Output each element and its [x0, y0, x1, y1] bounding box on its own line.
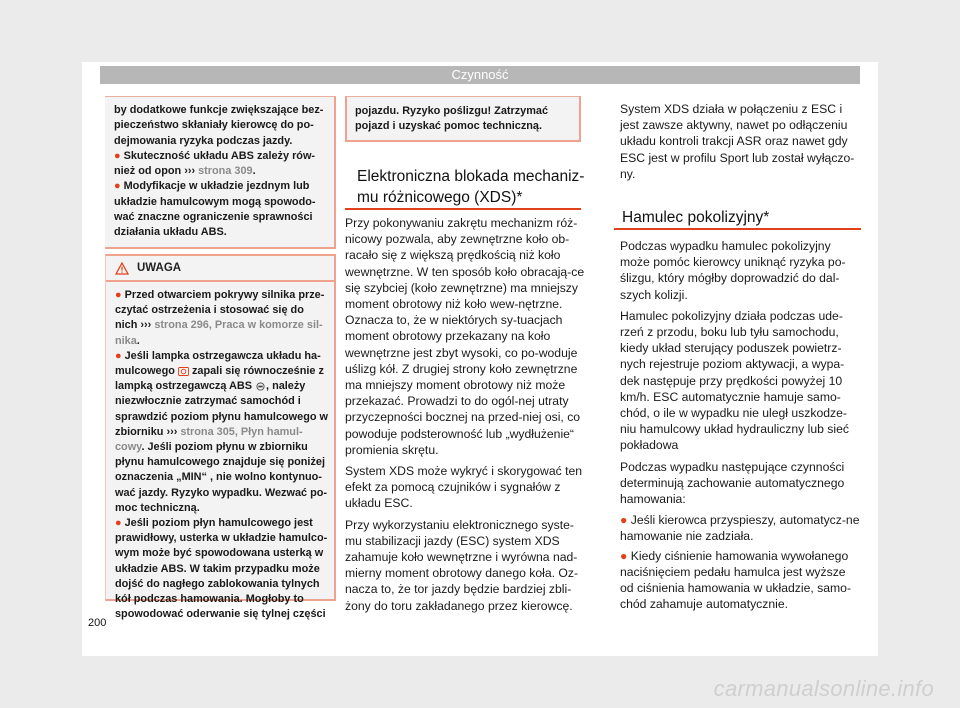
collision-brake-body: [620, 238, 860, 612]
warning-triangle-icon: [115, 262, 129, 275]
paragraph: System XDS działa w połączeniu z ESC i jest zawsze aktywny, nawet po odłączeniu układu kontroli trakcji ASR oraz nawet gdy ESC jest w profilu Sport lub został wyłączo-ny.: [620, 102, 855, 181]
xds-continuation: [620, 101, 860, 182]
list-item: ● Jeśli kierowca przyspieszy, automatycz-ne hamowanie nie zadziała.: [620, 513, 860, 544]
watermark: carmanualsonline.info: [713, 676, 934, 701]
warning-box-uwaga: [105, 254, 336, 621]
heading-rule: [614, 228, 861, 230]
page-number: 200: [88, 617, 107, 629]
bullet-icon: ●: [114, 180, 121, 193]
heading-rule: [345, 208, 581, 210]
bullet-icon: ●: [115, 517, 122, 530]
warning-bullet-abs-tyres: ● Skuteczność układu ABS zależy rów-nież od opon ››› strona 309.: [114, 149, 316, 178]
warning-box-continuation: [105, 96, 336, 249]
page-link-305[interactable]: strona 305, Płyn hamul-cowy: [115, 425, 303, 454]
page-link-296[interactable]: strona 296, Praca w komorze sil-nika: [115, 319, 323, 347]
page-link-309[interactable]: strona 309: [198, 165, 253, 178]
warning-title: UWAGA: [137, 262, 182, 274]
warning-box-continued: pojazdu. Ryzyko poślizgu! Zatrzymać pojazd i uzyskać pomoc techniczną.: [345, 96, 581, 142]
paragraph: Podczas wypadku następujące czynności determinują zachowanie automatycznego hamowania:: [620, 459, 845, 507]
paragraph: Przy pokonywaniu zakrętu mechanizm róż-nicowy pozwala, aby zewnętrzne koło ob-racało się z większą prędkością niż koło wewnętrzne. W ten sposób koło obracają-ce się szybciej (koło zewnętrzne) ma mniejszy moment obrotowy niż koło wew-nętrzne. Oznacza to, że w niektórych sy-tuacjach moment obrotowy przekazany na koło wewnętrzne jest zbyt wysoki, co po-woduje uślizg kół. Z drugiej strony koło zewnętrzne ma mniejszy moment obrotowy niż może przekazać. Prowadzi to do ogól-nej utraty przyczepności bocznej na przed-niej osi, co powoduje podsterowność lub „wydłużenie“ promienia skrętu.: [345, 216, 585, 457]
section-heading-xds: Elektroniczna blokada mechaniz-mu różnicowego (XDS)*: [357, 168, 585, 206]
warning-bullet-modifications: ● Modyfikacje w układzie jezdnym lub układzie hamulcowym mogą spowodo-wać znaczne ograniczenie sprawności działania układu ABS.: [114, 180, 316, 239]
section-heading-multi-collision-brake: Hamulec pokolizyjny*: [622, 209, 770, 226]
warning-item-brake-lamp: ● Jeśli lampka ostrzegawcza układu ha-mulcowego zapali się równocześnie z lampką ostrzegawczą ABS , należy niezwłocznie zatrzymać samochód i sprawdzić poziom płynu hamulcowego w zbiorniku ››› strona 305, Płyn hamul-cowy. Jeśli poziom płynu w zbiorniku płynu hamulcowego znajduje się poniżej oznaczenia „MIN“ , nie wolno kontynuo-wać jazdy. Ryzyko wypadku. Wezwać po-moc techniczną.: [115, 349, 328, 514]
chapter-header: Czynność: [100, 66, 860, 84]
bullet-icon: ●: [115, 289, 122, 301]
warning-item-abs-fault: ● Jeśli poziom płyn hamulcowego jest prawidłowy, usterka w układzie hamulco-wym może być spowodowana usterką w układzie ABS. W takim przypadku może dojść do nagłego zablokowania tylnych kół podczas hamowania. Mogłoby to spowodować oderwanie się tylnej części: [115, 517, 328, 621]
abs-warning-icon: [255, 382, 266, 391]
list-item: ● Kiedy ciśnienie hamowania wywołanego naciśnięciem pedału hamulca jest wyższe od ciśnienia hamowania w układzie, samo-chód zahamuje automatycznie.: [620, 548, 852, 612]
bullet-icon: ●: [114, 149, 121, 162]
bullet-icon: ●: [620, 548, 628, 563]
paragraph: Hamulec pokolizyjny działa podczas ude-rzeń z przodu, boku lub tyłu samochodu, kiedy układ sterujący poduszek powietrz-nych rejestruje poziom aktywacji, a wypa-dek następuje przy prędkości powyżej 10 km/h. ESC automatycznie hamuje samo-chód, o ile w wypadku nie uległ uszkodze-niu hamulcowy układ hydrauliczny lub sieć pokładowa: [620, 308, 849, 453]
paragraph: System XDS może wykryć i skorygować ten efekt za pomocą czujników i sygnałów z układu ESC.: [345, 464, 583, 511]
bullet-icon: ●: [620, 513, 628, 528]
brake-warning-icon: [178, 367, 189, 376]
warning-intro: by dodatkowe funkcje zwiększające bez-pieczeństwo skłaniały kierowcę do po-dejmowania ryzyka podczas jazdy.: [114, 104, 324, 147]
bullet-icon: ●: [115, 349, 122, 362]
paragraph: Przy wykorzystaniu elektronicznego syste-mu stabilizacji jazdy (ESC) system XDS zahamuje koło wewnętrzne i wyrówna nad-mierny moment obrotowy danego koła. Oz-nacza to, że tor jazdy będzie bardziej zbli-żony do toru zakładanego przez kierowcę.: [345, 517, 579, 613]
warning-item-hood: ● Przed otwarciem pokrywy silnika prze-czytać ostrzeżenia i stosować się do nich ››› strona 296, Praca w komorze sil-nika.: [115, 289, 325, 347]
warning-header: [106, 256, 334, 282]
paragraph: Podczas wypadku hamulec pokolizyjny może pomóc kierowcy uniknąć ryzyka po-ślizgu, który mógłby doprowadzić do dal-szych kolizji.: [620, 239, 846, 302]
xds-body: [345, 215, 590, 614]
